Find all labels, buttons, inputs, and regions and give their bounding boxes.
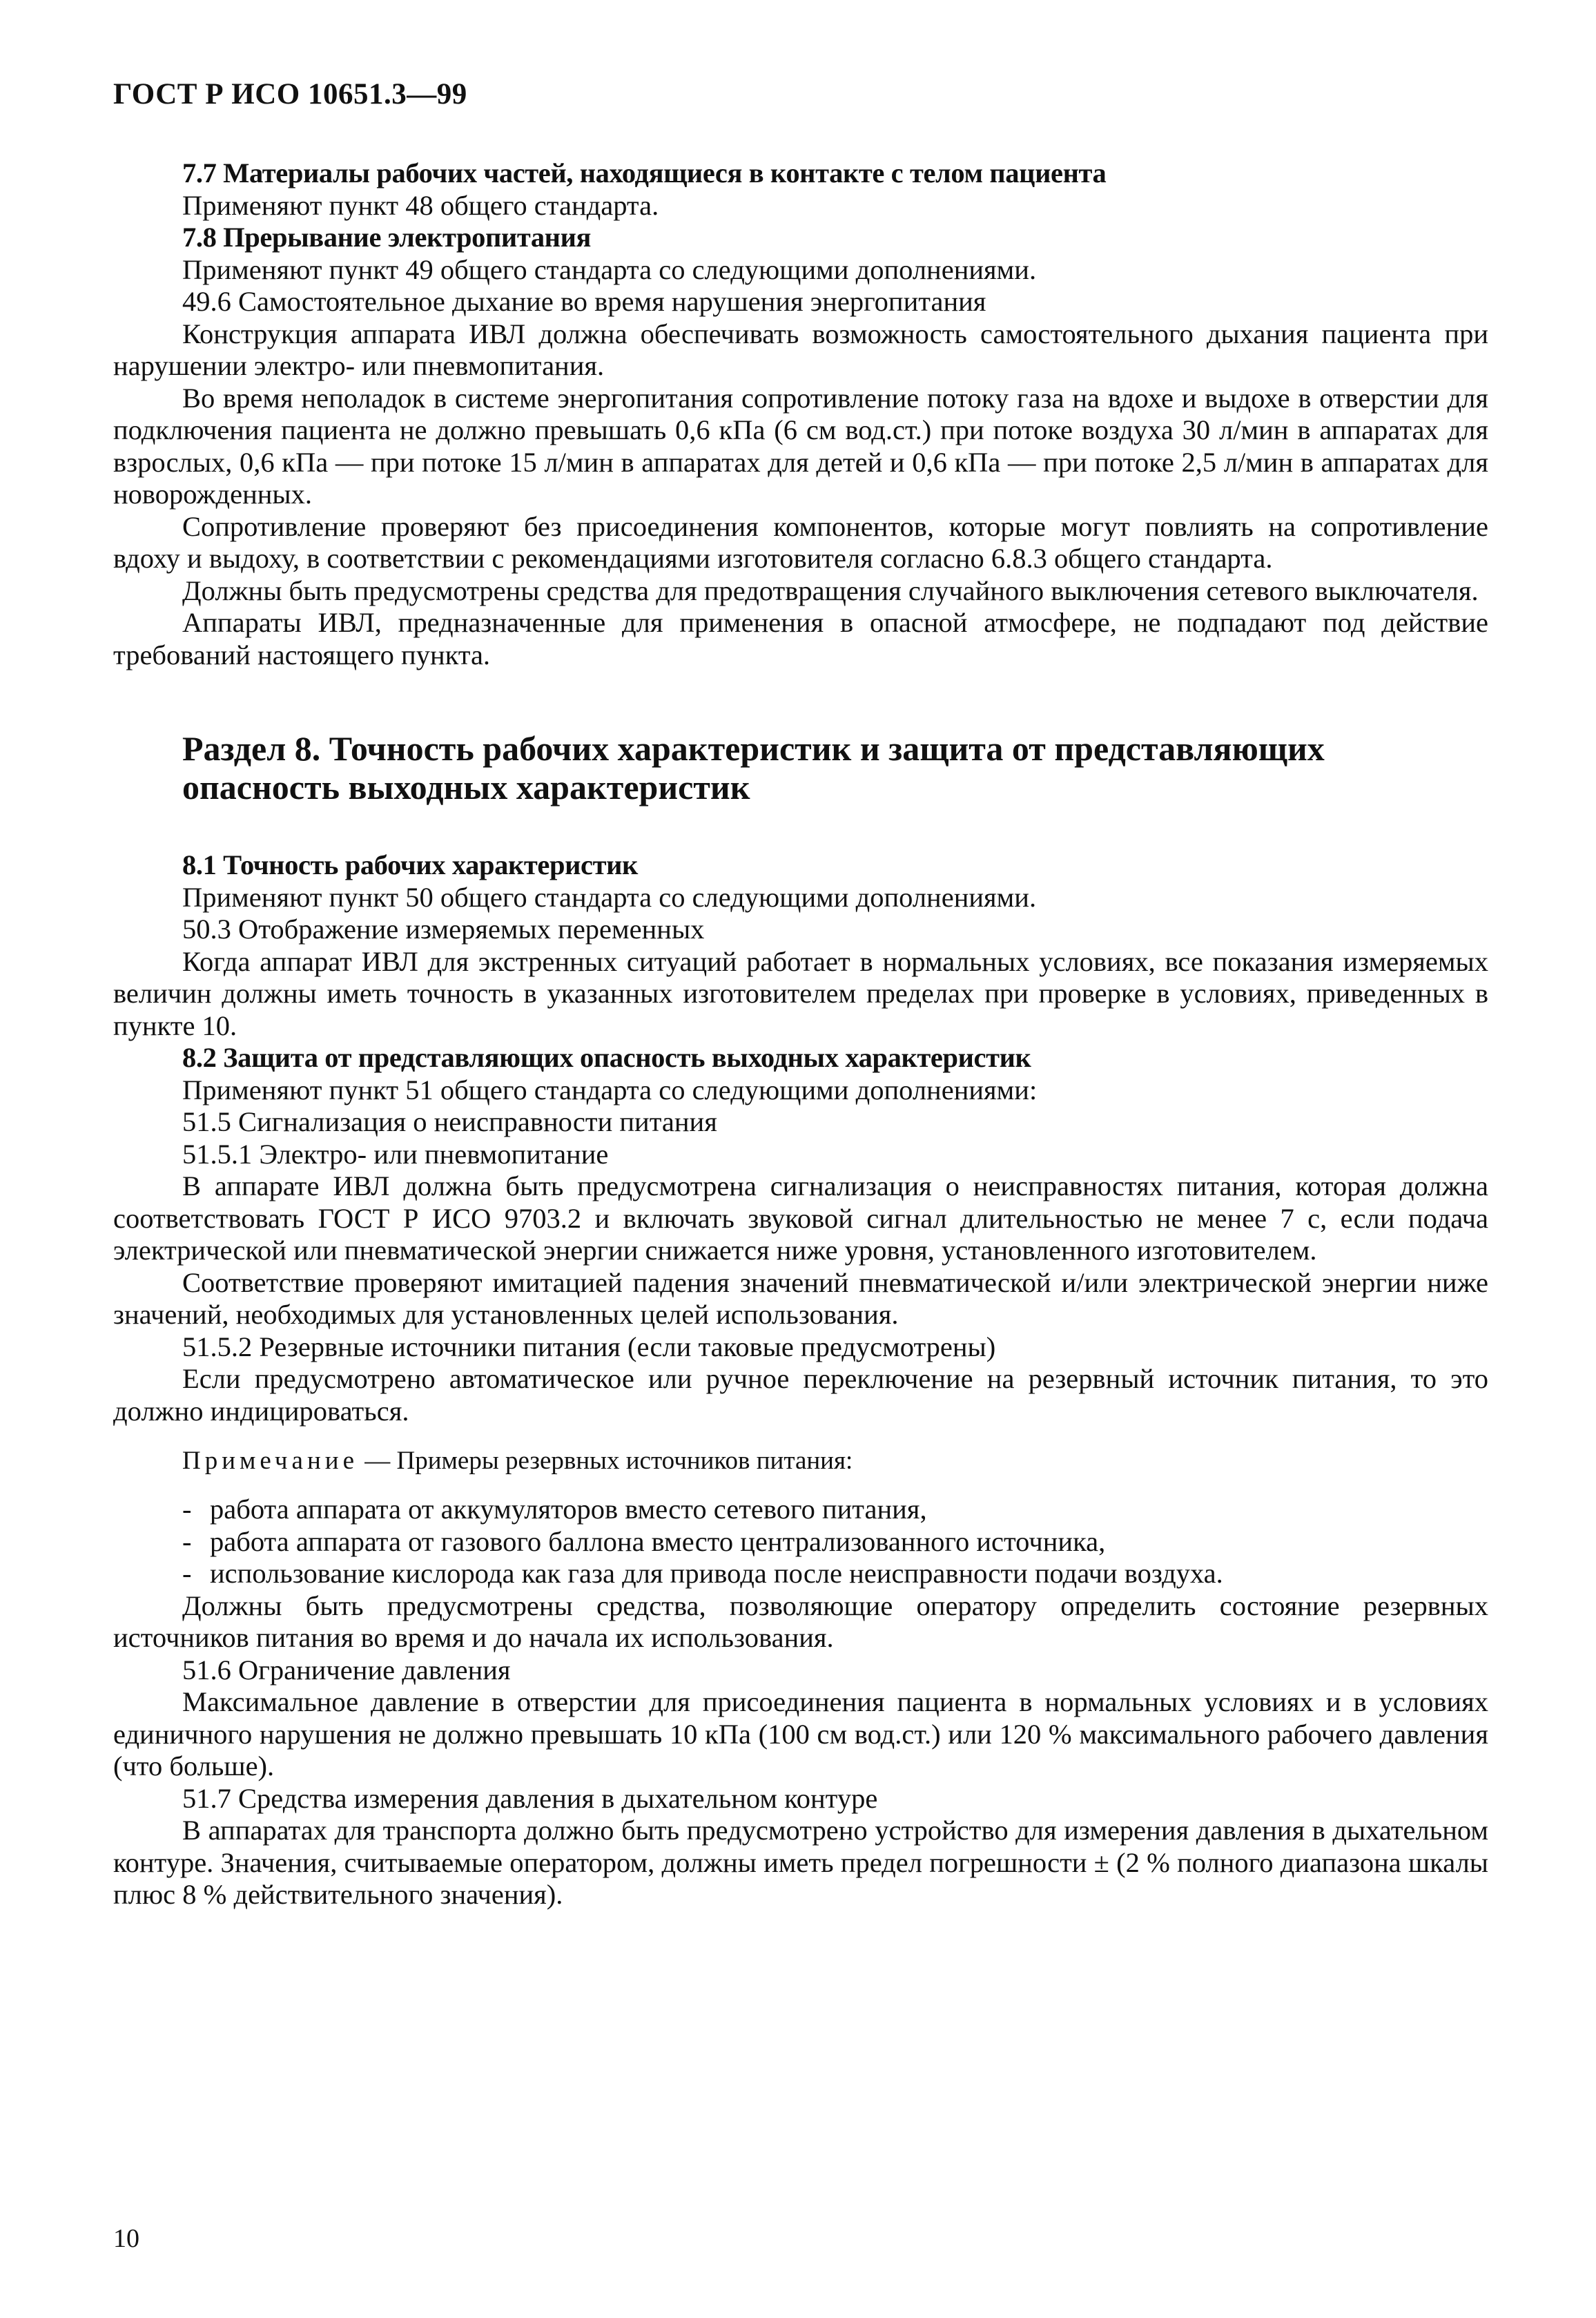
- list-item: - работа аппарата от газового баллона вместо централизованного источника,: [182, 1525, 1106, 1557]
- paragraph: Во время неполадок в системе энергопитания сопротивление потоку газа на вдохе и выдохе в отверстии для подключения пациента не должно превышать 0,6 кПа (6 см вод.ст.) при потоке воздуха 30 л/мин в аппаратах для взрослых, 0,6 кПа — при потоке 15 л/мин в аппаратах для детей и 0,6 кПа — при потоке 2,5 л/мин в аппаратах для новорожденных.: [113, 382, 1488, 510]
- subclause-title-51-5: 51.5 Сигнализация о неисправности питания: [182, 1106, 717, 1137]
- heading-7-7: 7.7 Материалы рабочих частей, находящиеся в контакте с телом пациента: [182, 157, 1107, 189]
- list-item: - использование кислорода как газа для привода после неисправности подачи воздуха.: [182, 1558, 1223, 1589]
- document-header: ГОСТ Р ИСО 10651.3—99: [113, 78, 467, 110]
- note-label: Примечание: [182, 1447, 358, 1475]
- paragraph: Должны быть предусмотрены средства для предотвращения случайного выключения сетевого выключателя.: [182, 574, 1479, 606]
- paragraph: Сопротивление проверяют без присоединения компонентов, которые могут повлиять на сопротивление вдоху и выдоху, в соответствии с рекомендациями изготовителя согласно 6.8.3 общего стандарта.: [113, 510, 1488, 574]
- subclause-title-50-3: 50.3 Отображение измеряемых переменных: [182, 914, 705, 945]
- subclause-title-51-5-2: 51.5.2 Резервные источники питания (если таковые предусмотрены): [182, 1331, 996, 1362]
- paragraph: Максимальное давление в отверстии для присоединения пациента в нормальных условиях и в условиях единичного нарушения не должно превышать 10 кПа (100 см вод.ст.) или 120 % максимального рабочего давления (что больше).: [113, 1686, 1488, 1781]
- note-text: — Примеры резервных источников питания:: [358, 1447, 853, 1475]
- subclause-title-51-6: 51.6 Ограничение давления: [182, 1654, 511, 1686]
- heading-7-8: 7.8 Прерывание электропитания: [182, 222, 592, 253]
- subclause-title-49-6: 49.6 Самостоятельное дыхание во время нарушения энергопитания: [182, 286, 986, 317]
- note: [113, 1445, 1488, 1477]
- paragraph: Аппараты ИВЛ, предназначенные для применения в опасной атмосфере, не подпадают под действие требований настоящего пункта.: [113, 607, 1488, 670]
- paragraph: Применяют пункт 50 общего стандарта со следующими дополнениями.: [182, 881, 1037, 913]
- paragraph: Когда аппарат ИВЛ для экстренных ситуаций работает в нормальных условиях, все показания измеряемых величин должны иметь точность в указанных изготовителем пределах при проверке в условиях, приведенных в пункте 10.: [113, 945, 1488, 1041]
- list-item: - работа аппарата от аккумуляторов вместо сетевого питания,: [182, 1494, 927, 1525]
- paragraph: Если предусмотрено автоматическое или ручное переключение на резервный источник питания, то это должно индицироваться.: [113, 1363, 1488, 1427]
- document-body: [113, 157, 1488, 1911]
- heading-8-2: 8.2 Защита от представляющих опасность выходных характеристик: [182, 1042, 1031, 1073]
- subclause-title-51-7: 51.7 Средства измерения давления в дыхательном контуре: [182, 1782, 878, 1814]
- paragraph: Применяют пункт 51 общего стандарта со следующими дополнениями:: [182, 1074, 1038, 1105]
- paragraph: В аппарате ИВЛ должна быть предусмотрена сигнализация о неисправностях питания, которая должна соответствовать ГОСТ Р ИСО 9703.2 и включать звуковой сигнал длительностью не менее 7 с, если подача электрической или пневматической энергии снижается ниже уровня, установленного изготовителем.: [113, 1170, 1488, 1266]
- heading-8-1: 8.1 Точность рабочих характеристик: [182, 849, 638, 880]
- paragraph: Конструкция аппарата ИВЛ должна обеспечивать возможность самостоятельного дыхания пациента при нарушении электро- или пневмопитания.: [113, 318, 1488, 381]
- backup-sources-list: [113, 1494, 1488, 1590]
- paragraph: В аппаратах для транспорта должно быть предусмотрено устройство для измерения давления в дыхательном контуре. Значения, считываемые оператором, должны иметь предел погрешности ± (2 % полного диапазона шкалы плюс 8 % действительного значения).: [113, 1815, 1488, 1910]
- page-number: 10: [113, 2224, 139, 2253]
- paragraph: Должны быть предусмотрены средства, позволяющие оператору определить состояние резервных источников питания во время и до начала их использования.: [113, 1590, 1488, 1653]
- subclause-title-51-5-1: 51.5.1 Электро- или пневмопитание: [182, 1138, 609, 1170]
- paragraph: Соответствие проверяют имитацией падения значений пневматической и/или электрической энергии ниже значений, необходимых для установленных целей использования.: [113, 1266, 1488, 1330]
- paragraph: Применяют пункт 49 общего стандарта со следующими дополнениями.: [182, 253, 1037, 285]
- section-8-title: Раздел 8. Точность рабочих характеристик и защита от представляющих опасность выходных характеристик: [182, 729, 1325, 807]
- paragraph: Применяют пункт 48 общего стандарта.: [182, 189, 659, 221]
